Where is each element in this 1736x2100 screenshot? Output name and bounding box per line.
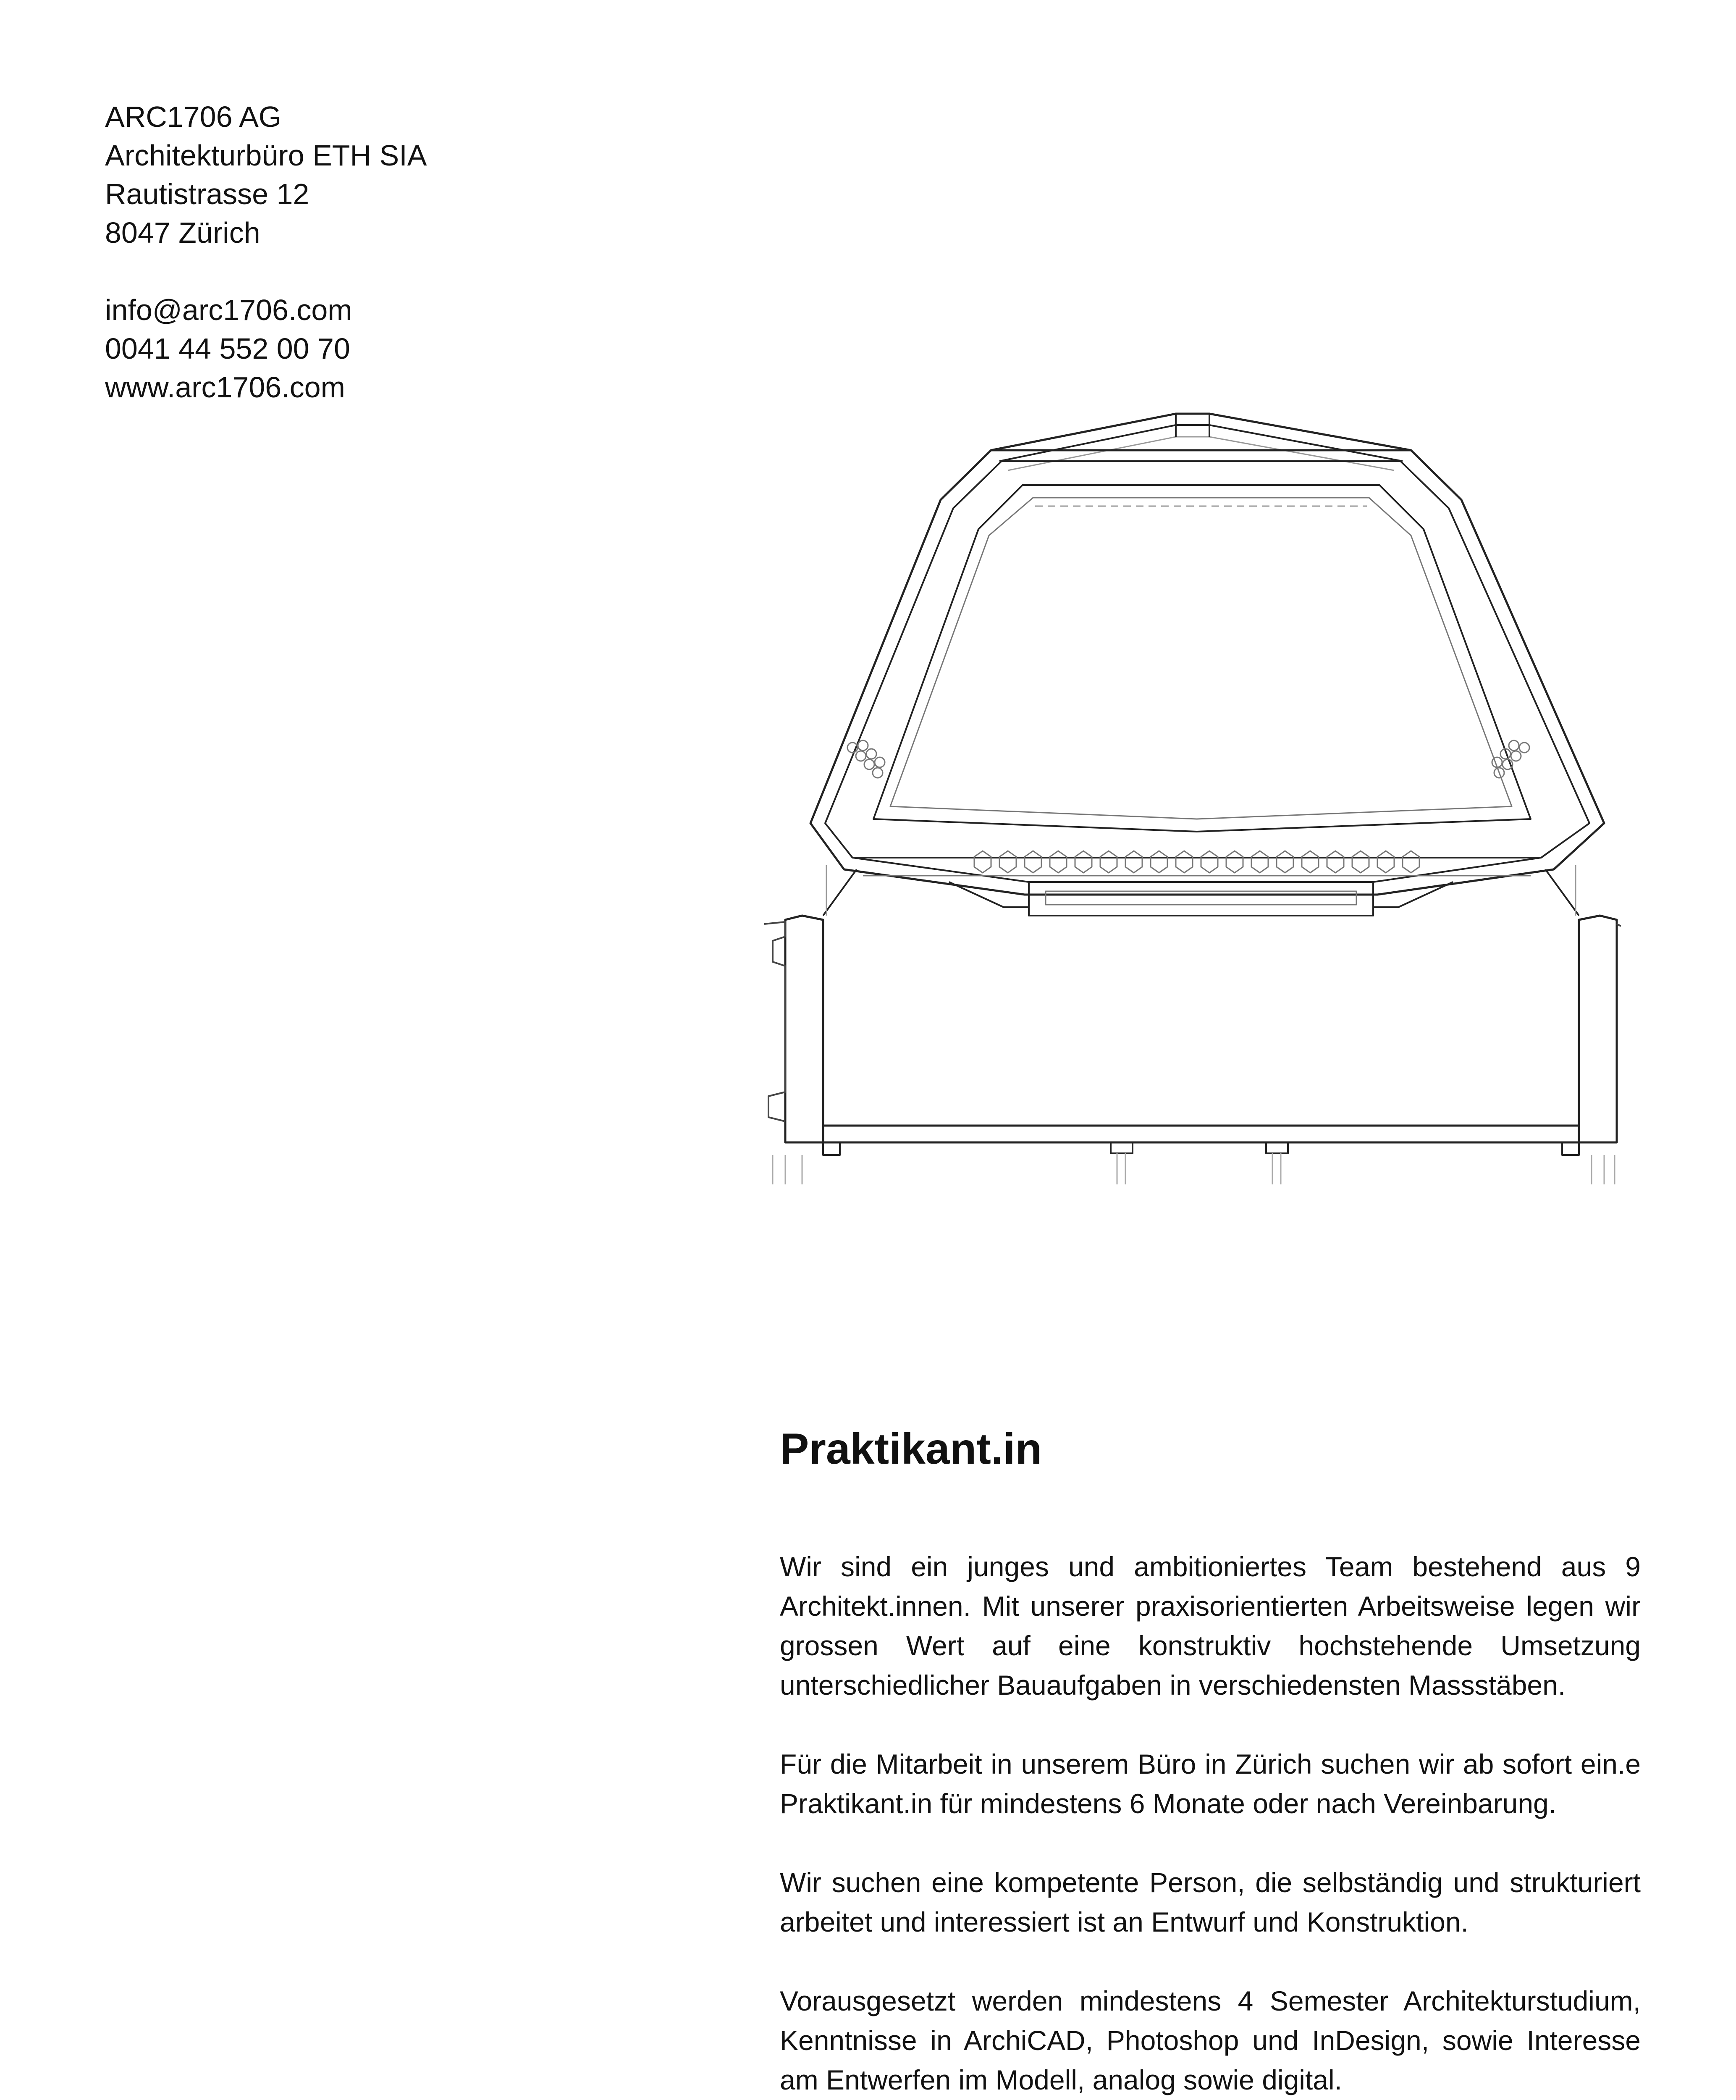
building-section-drawing-icon [756,403,1621,1184]
city: 8047 Zürich [105,216,260,249]
sender-address-block [105,97,427,407]
paragraph-requirements: Vorausgesetzt werden mindestens 4 Semester Architekturstudium, Kenntnisse in ArchiCAD, Photoshop und InDesign, sowie Interesse am Entwerfen im Modell, analog sowie digital. [780,1985,1641,2095]
paragraph-profile: Wir suchen eine kompetente Person, die selbständig und strukturiert arbeitet und interessiert ist an Entwurf und Konstruktion. [780,1867,1641,1937]
email-address[interactable]: info@arc1706.com [105,294,352,326]
paragraph-team: Wir sind ein junges und ambitioniertes Team bestehend aus 9 Architekt.innen. Mit unserer praxisorientierten Arbeitsweise legen wir grossen Wert auf eine konstruktiv hochstehende Umsetzung unterschiedlicher Bauaufgaben in verschiedensten Massstäben. [780,1551,1641,1701]
website-link[interactable]: www.arc1706.com [105,371,345,404]
job-description [780,1547,1641,2100]
phone-number: 0041 44 552 00 70 [105,332,350,365]
street-address: Rautistrasse 12 [105,178,309,210]
paragraph-position: Für die Mitarbeit in unserem Büro in Zürich suchen wir ab sofort ein.e Praktikant.in für mindestens 6 Monate oder nach Vereinbarung. [780,1748,1641,1819]
job-title: Praktikant.in [780,1425,1042,1473]
company-name: ARC1706 AG [105,100,282,133]
company-subtitle: Architekturbüro ETH SIA [105,139,427,172]
spacer [105,252,427,291]
